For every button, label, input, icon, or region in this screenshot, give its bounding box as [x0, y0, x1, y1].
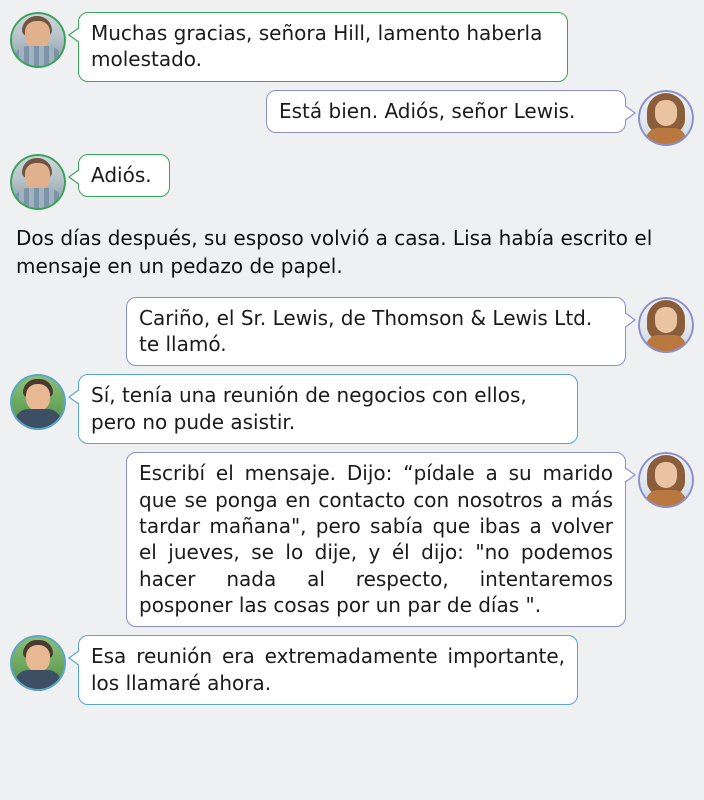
avatar-ring	[10, 12, 66, 68]
chat-bubble: Adiós.	[78, 154, 170, 197]
message-row	[10, 374, 694, 444]
avatar-man-outdoor	[10, 635, 66, 691]
message-row	[10, 12, 694, 82]
avatar-ring	[10, 374, 66, 430]
avatar-woman	[638, 297, 694, 353]
avatar-ring	[10, 154, 66, 210]
avatar-woman	[638, 90, 694, 146]
message-row	[10, 635, 694, 705]
chat-bubble: Muchas gracias, señora Hill, lamento haberla molestado.	[78, 12, 568, 82]
message-row	[10, 297, 694, 367]
avatar-ring	[638, 90, 694, 146]
message-row	[10, 90, 694, 146]
chat-bubble: Escribí el mensaje. Dijo: “pídale a su marido que se ponga en contacto con nosotros a más tardar mañana", pero sabía que ibas a volver el jueves, se lo dije, y él dijo: "no podemos hacer nada al respecto, intentaremos posponer las cosas por un par de días ".	[126, 452, 626, 627]
chat-bubble: Sí, tenía una reunión de negocios con ellos, pero no pude asistir.	[78, 374, 578, 444]
message-row	[10, 154, 694, 210]
narration-text: Dos días después, su esposo volvió a casa. Lisa había escrito el mensaje en un pedazo de papel.	[16, 225, 653, 279]
chat-bubble: Esa reunión era extremadamente importante, los llamaré ahora.	[78, 635, 578, 705]
avatar-man-plaid	[10, 12, 66, 68]
message-row	[10, 452, 694, 627]
avatar-ring	[638, 452, 694, 508]
avatar-ring	[638, 297, 694, 353]
avatar-woman	[638, 452, 694, 508]
chat-bubble: Está bien. Adiós, señor Lewis.	[266, 90, 626, 133]
avatar-man-plaid	[10, 154, 66, 210]
chat-bubble: Cariño, el Sr. Lewis, de Thomson & Lewis Ltd. te llamó.	[126, 297, 626, 367]
avatar-man-outdoor	[10, 374, 66, 430]
